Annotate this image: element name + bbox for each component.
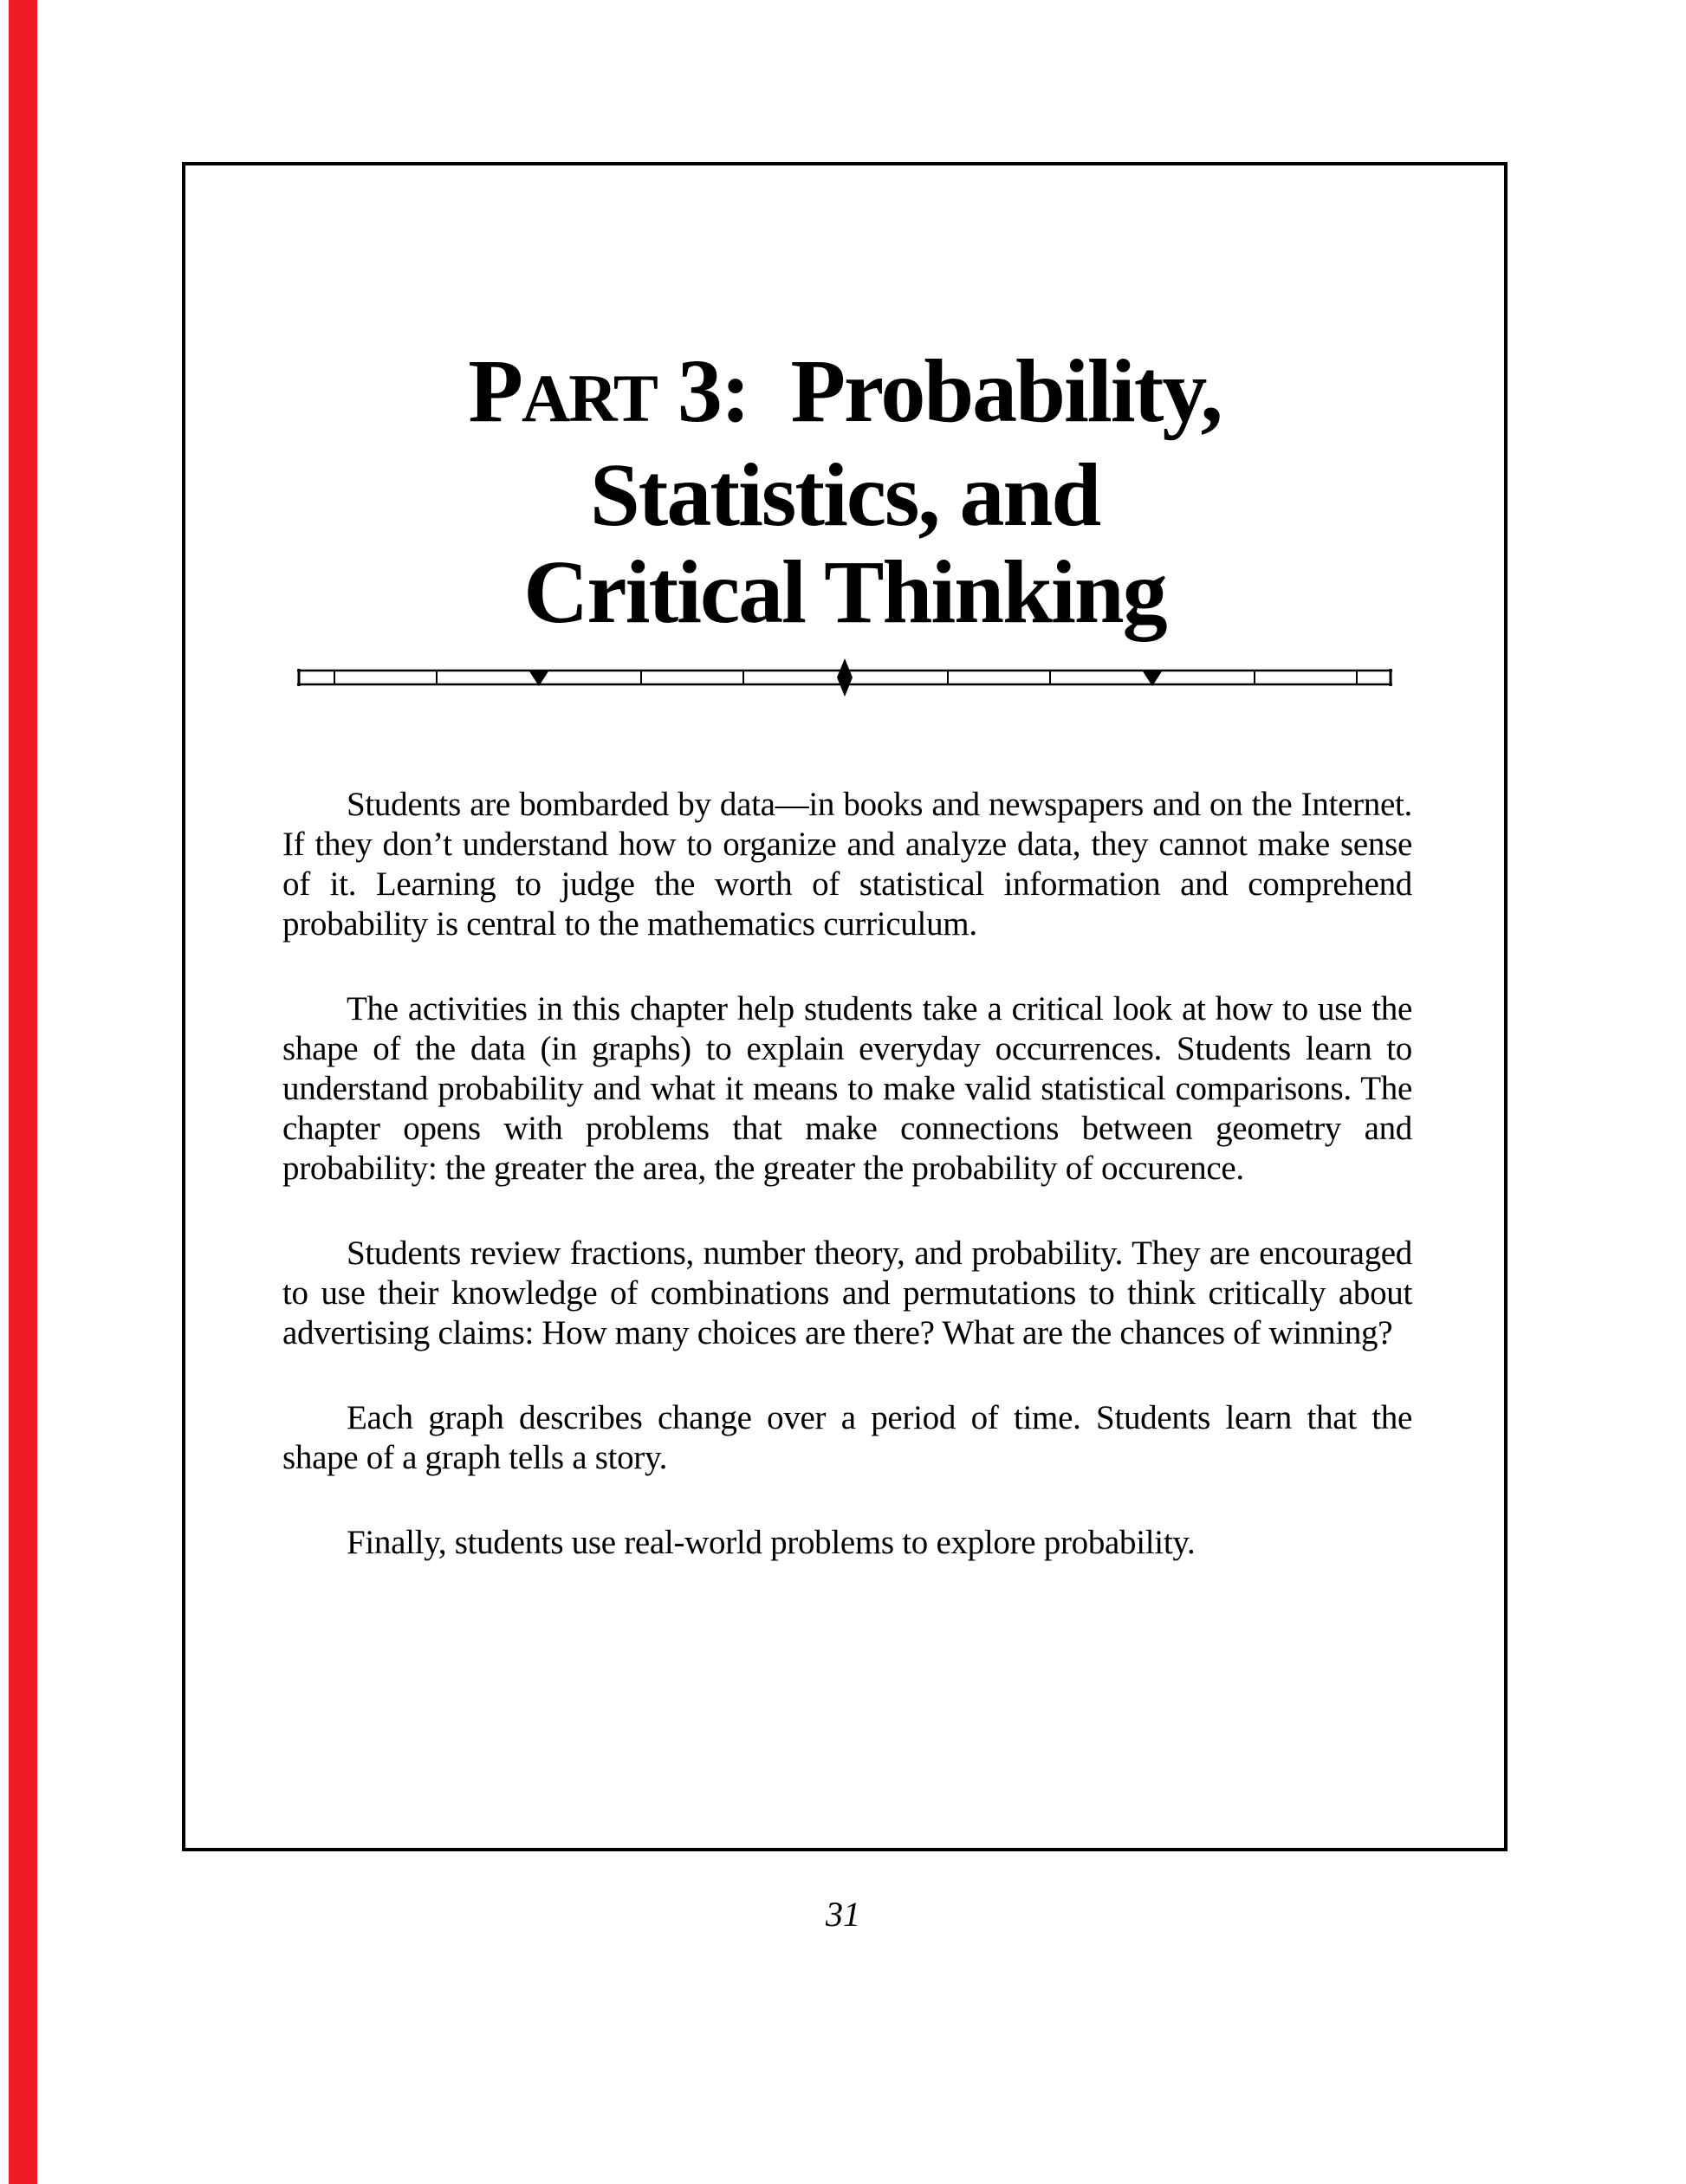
decorative-divider <box>296 658 1393 697</box>
part-title <box>185 343 1504 641</box>
title-line-1 <box>185 343 1504 447</box>
title-line-3: Critical Thinking <box>523 542 1166 642</box>
page-number: 31 <box>826 1895 860 1934</box>
body-paragraph: Finally, students use real-world problems to explore probability. <box>347 1524 1196 1561</box>
body-paragraph: Students are bombarded by data—in books and newspapers and on the Internet. If they don’t understand how to organize and analyze data, they cannot make sense of it. Learning to judge the worth of statistical information and comprehend probability is central to the mathematics curriculum. <box>282 786 1412 943</box>
body-paragraph: Students review fractions, number theory, and probability. They are encouraged to use their knowledge of combinations and permutations to think critically about advertising claims: How many choices are there? What are the chances of winning? <box>282 1235 1412 1351</box>
divider-diamond-ornament <box>837 658 853 697</box>
body-text <box>282 785 1412 1608</box>
body-paragraph: Each graph describes change over a period of time. Students learn that the shape of a graph tells a story. <box>282 1399 1412 1476</box>
body-paragraph: The activities in this chapter help students take a critical look at how to use the shape of the data (in graphs) to explain everyday occurrences. Students learn to understand probability and what it means to make valid statistical comparisons. The chapter opens with problems that make connections between geometry and probability: the greater the area, the greater the probability of occurence. <box>282 990 1412 1187</box>
title-small-caps: ART <box>521 360 657 436</box>
content-border-box <box>182 162 1508 1851</box>
title-line-2: Statistics, and <box>589 445 1100 545</box>
title-initial-cap: P <box>468 341 522 441</box>
title-line1-rest: 3: Probability, <box>656 341 1222 441</box>
page-edge-accent-bar <box>9 0 37 2184</box>
